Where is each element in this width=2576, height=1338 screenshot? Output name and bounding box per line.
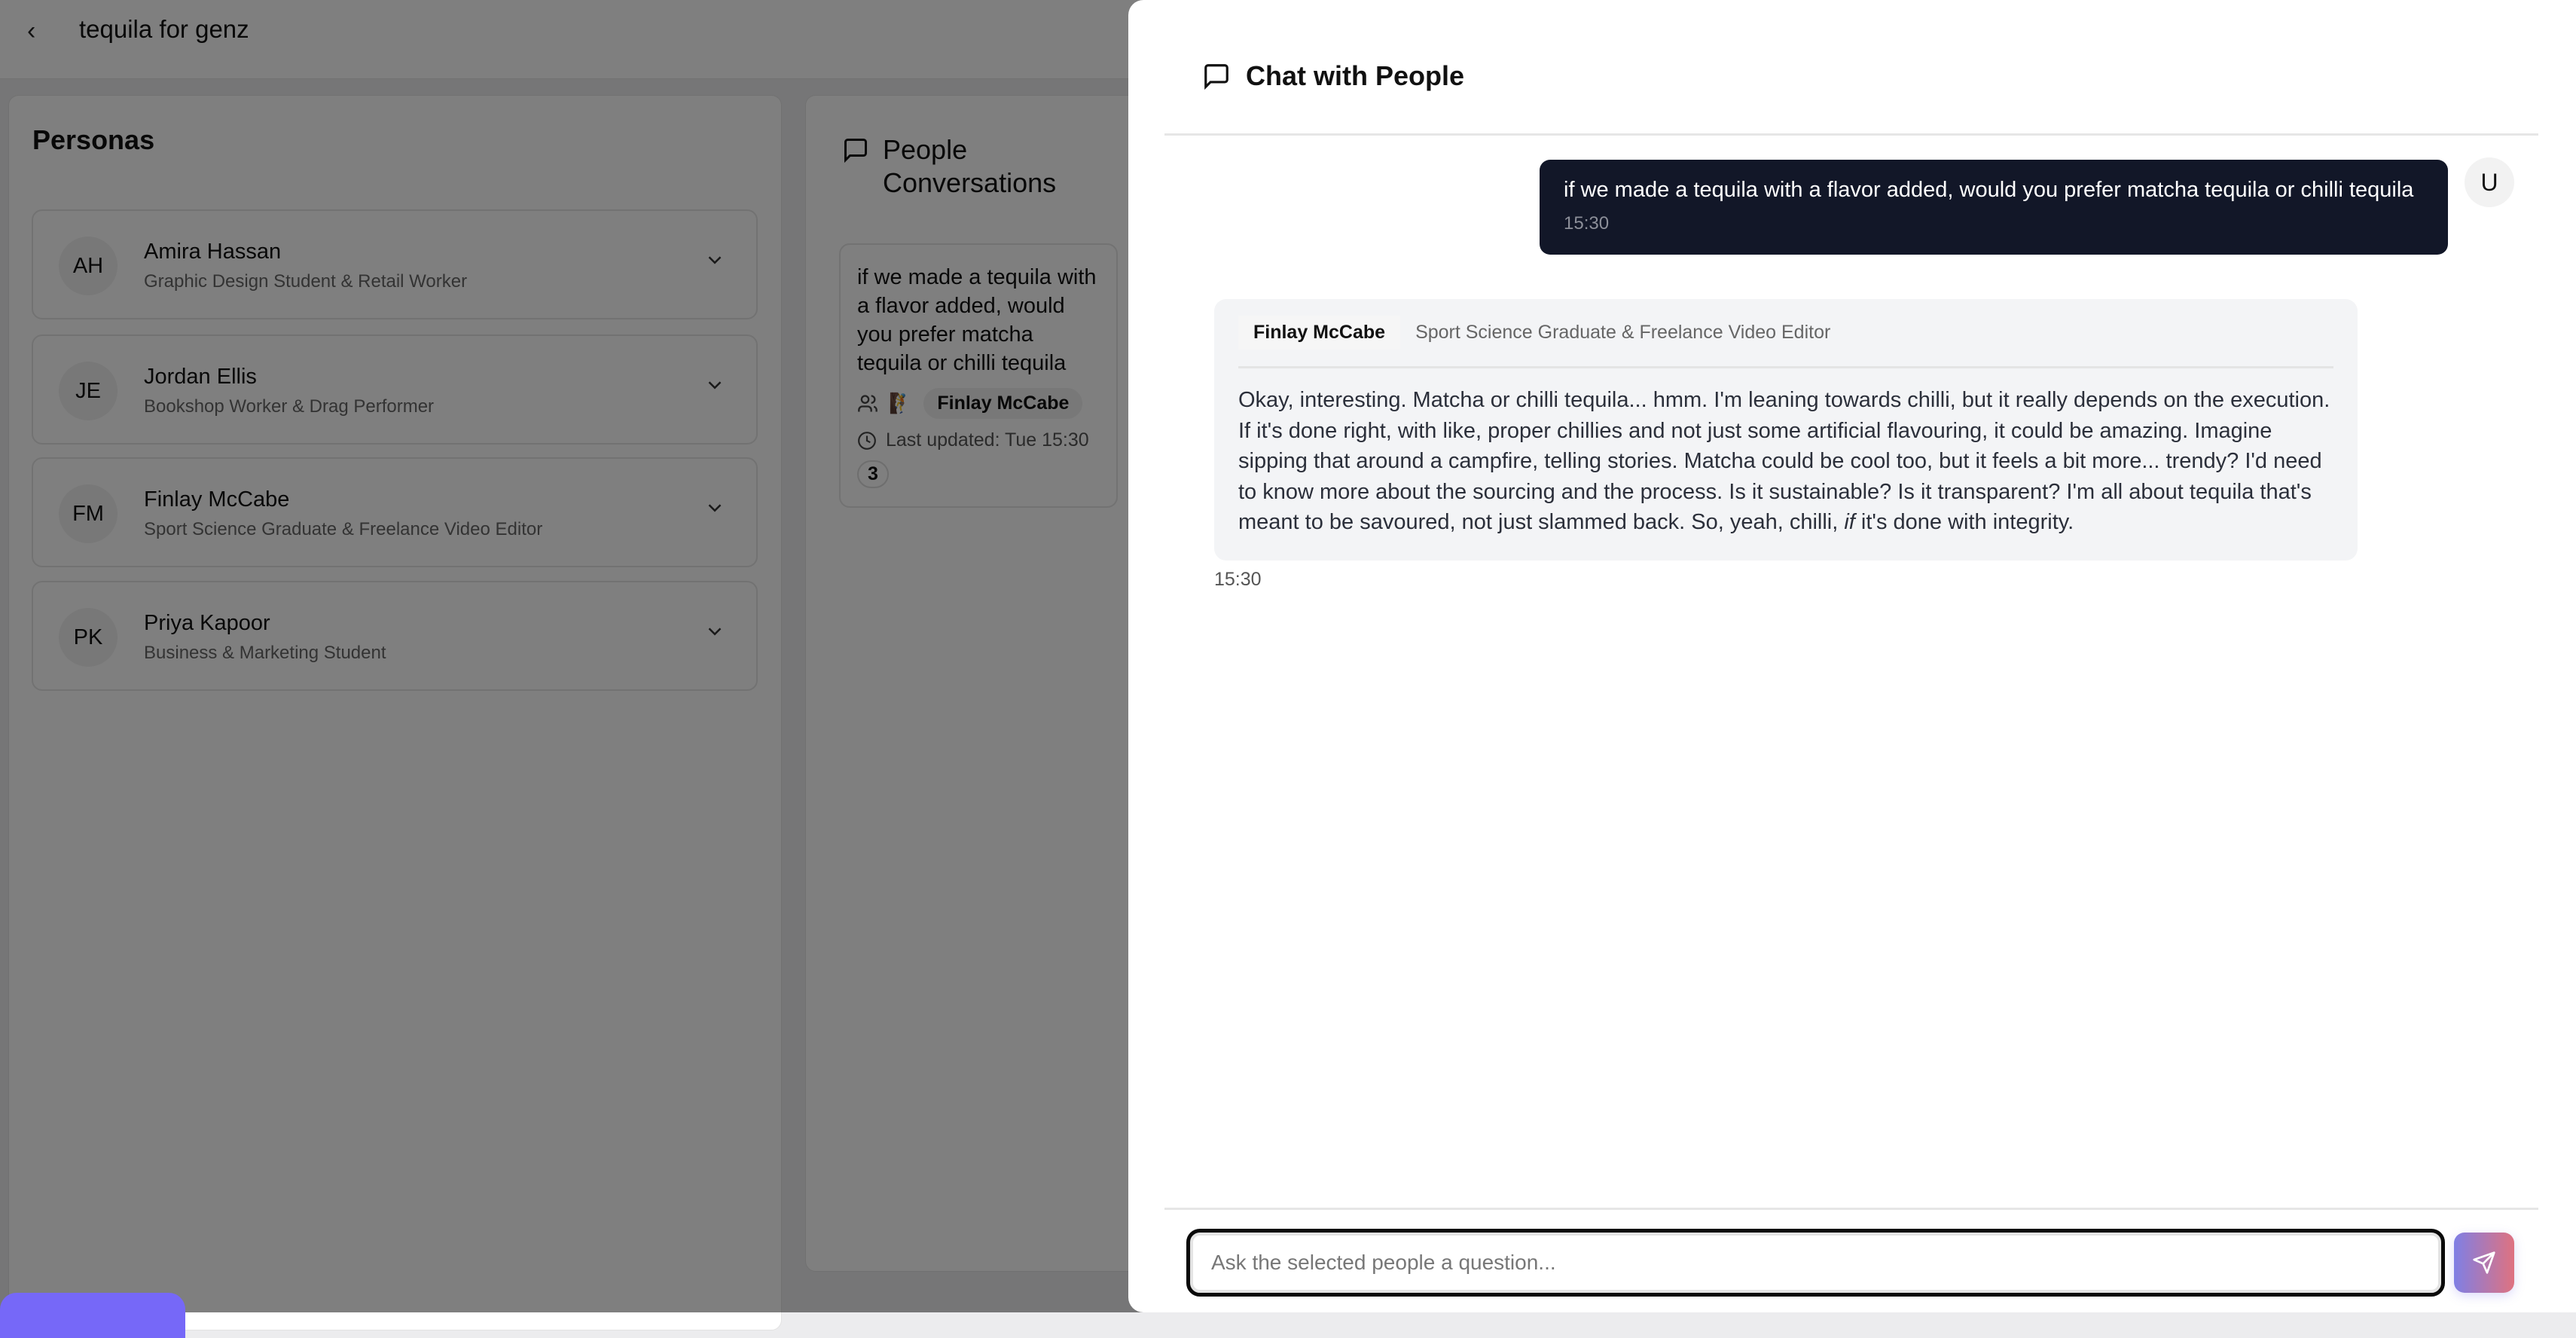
response-text-emphasis: if: [1844, 510, 1855, 534]
persona-response: [1214, 299, 2358, 561]
user-message-time: 15:30: [1564, 213, 1610, 234]
user-message-text: if we made a tequila with a flavor added, would you prefer matcha tequila or chilli tequila: [1564, 178, 2414, 202]
response-persona-role: Sport Science Graduate & Freelance Video Editor: [1415, 322, 1831, 343]
response-time: 15:30: [1214, 569, 1262, 590]
chat-title: [1202, 60, 1464, 92]
response-text: [1238, 385, 2333, 538]
user-avatar: U: [2465, 157, 2514, 207]
send-icon: [2472, 1251, 2496, 1275]
divider: [1164, 1208, 2538, 1210]
divider: [1164, 133, 2538, 136]
floating-action-button[interactable]: [0, 1293, 185, 1338]
user-message: [1540, 160, 2448, 255]
chat-drawer: [1128, 0, 2576, 1312]
response-persona-name: Finlay McCabe: [1238, 316, 1400, 350]
question-input[interactable]: [1186, 1229, 2445, 1297]
message-square-icon: [1202, 62, 1231, 90]
send-button[interactable]: [2454, 1233, 2514, 1293]
response-text-part: it's done with integrity.: [1854, 510, 2074, 534]
chat-title-text: Chat with People: [1246, 60, 1465, 91]
response-text-part: Okay, interesting. Matcha or chilli tequila... hmm. I'm leaning towards chilli, but it really depends on the execution. If it's done right, with like, proper chillies and not just some artificial flavouring, it could be amazing. Imagine sipping that around a campfire, telling stories. Matcha could be cool too, but it feels a bit more... trendy? I'd need to know more about the sourcing and the process. Is it sustainable? Is it transparent? I'm all about tequila that's meant to be savoured, not just slammed back. So, yeah, chilli,: [1238, 388, 2330, 534]
